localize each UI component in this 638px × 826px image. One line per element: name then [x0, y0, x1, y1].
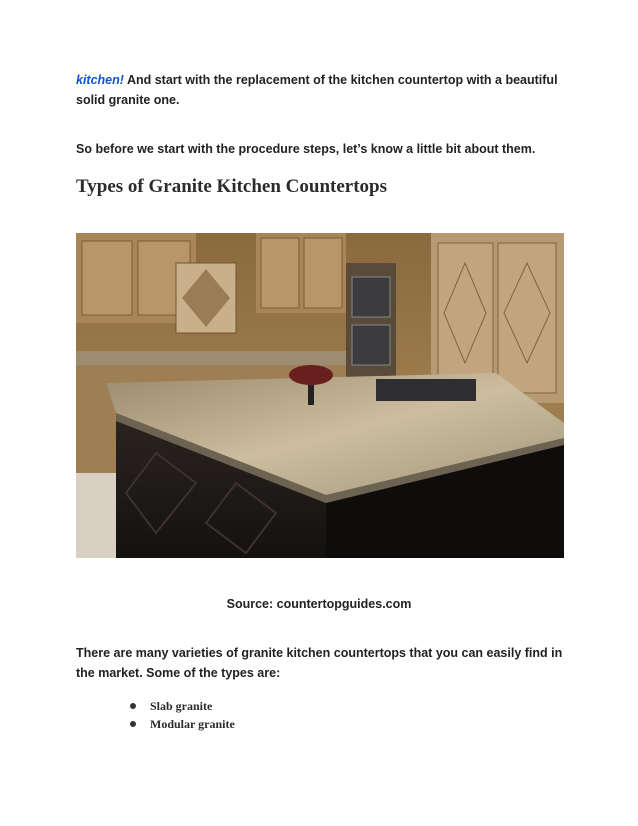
image-caption: Source: countertopguides.com — [226, 597, 412, 611]
types-list — [130, 697, 235, 733]
intro-text: And start with the replacement of the kitchen countertop with a beautiful solid granite one. — [76, 73, 558, 107]
section-heading: Types of Granite Kitchen Countertops — [76, 176, 388, 197]
list-item — [130, 697, 235, 715]
list-item-label: Modular granite — [150, 717, 235, 731]
kitchen-photo — [76, 233, 564, 558]
bullet-icon — [130, 703, 136, 709]
bullet-icon — [130, 721, 136, 727]
intro-paragraph — [76, 70, 568, 110]
lead-paragraph: So before we start with the procedure steps, let’s know a little bit about them. — [76, 142, 536, 156]
list-item — [130, 715, 235, 733]
kitchen-link[interactable]: kitchen! — [76, 73, 124, 87]
list-item-label: Slab granite — [150, 699, 213, 713]
body-paragraph: There are many varieties of granite kitchen countertops that you can easily find in the market. Some of the types are: — [76, 646, 563, 680]
